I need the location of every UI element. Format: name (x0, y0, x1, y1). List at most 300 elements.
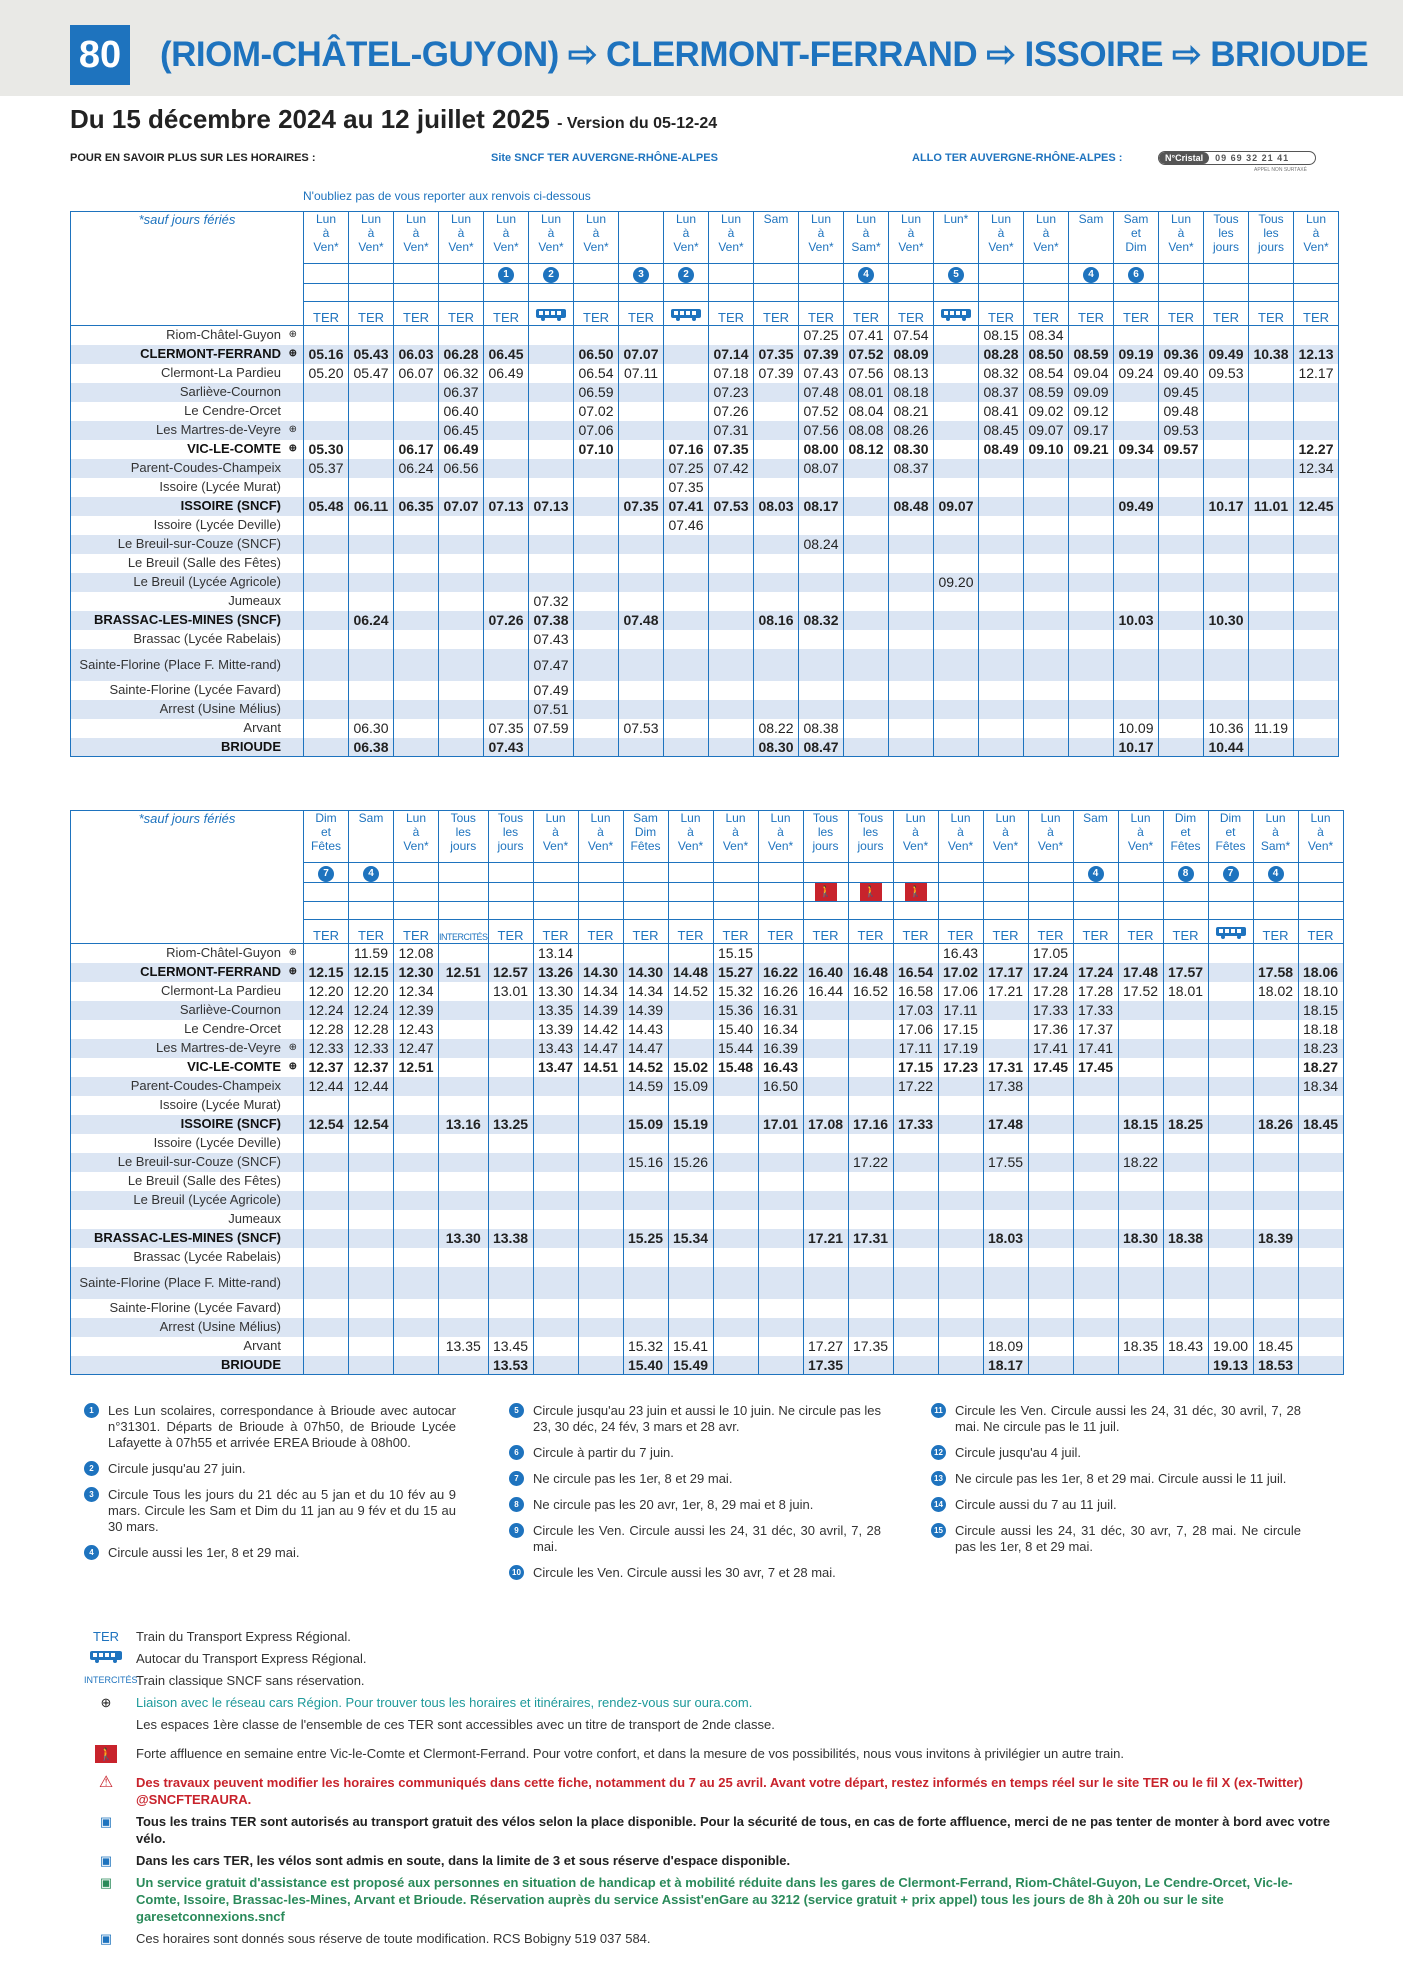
time-cell (439, 1058, 489, 1077)
time-cell (1073, 1337, 1118, 1356)
time-cell: 06.50 (574, 345, 619, 364)
days-cell: Lun à Ven* (574, 212, 619, 264)
time-cell (844, 592, 889, 611)
time-cell (488, 1039, 533, 1058)
time-cell (938, 1337, 983, 1356)
station-row (71, 944, 1344, 963)
time-cell (983, 1299, 1028, 1318)
spacer-cell (668, 902, 713, 920)
time-cell (394, 1248, 439, 1267)
time-cell (979, 554, 1024, 573)
time-cell (1028, 1337, 1073, 1356)
time-cell (803, 1299, 848, 1318)
time-cell: 06.45 (484, 345, 529, 364)
time-cell (1028, 1115, 1073, 1134)
time-cell (1163, 1210, 1208, 1229)
time-cell: 19.13 (1208, 1356, 1253, 1375)
time-cell (1069, 497, 1114, 516)
time-cell (1204, 459, 1249, 478)
bus-icon (1215, 926, 1247, 940)
time-cell: 08.37 (979, 383, 1024, 402)
footnote-text: Circule à partir du 7 juin. (533, 1445, 674, 1460)
time-cell: 13.14 (533, 944, 578, 963)
time-cell: 08.48 (889, 497, 934, 516)
bus-icon (535, 308, 567, 322)
ter-label: TER (718, 310, 744, 325)
time-cell: 12.33 (349, 1039, 394, 1058)
footnote-marker: 11 (931, 1403, 946, 1418)
footnote (931, 1445, 1301, 1461)
time-cell: 17.37 (1073, 1020, 1118, 1039)
time-cell: 07.31 (709, 421, 754, 440)
time-cell: 18.30 (1118, 1229, 1163, 1248)
time-cell: 07.06 (574, 421, 619, 440)
time-cell (1114, 573, 1159, 592)
note-cell (1114, 264, 1159, 284)
time-cell (844, 516, 889, 535)
station-name: Le Breuil-sur-Couze (SNCF) (71, 1153, 304, 1172)
time-cell (394, 1299, 439, 1318)
time-cell (889, 535, 934, 554)
time-cell: 17.45 (1073, 1058, 1118, 1077)
sauf-label: *sauf jours fériés (71, 212, 304, 326)
time-cell (754, 440, 799, 459)
spacer-cell (1294, 284, 1339, 302)
station-row (71, 1356, 1344, 1375)
time-cell: 14.34 (623, 982, 668, 1001)
note-cell (304, 863, 349, 883)
time-cell: 18.23 (1298, 1039, 1343, 1058)
time-cell (623, 1191, 668, 1210)
footnote-marker: 12 (931, 1445, 946, 1460)
time-cell (484, 592, 529, 611)
time-cell (1159, 478, 1204, 497)
time-cell (803, 1153, 848, 1172)
time-cell: 16.43 (938, 944, 983, 963)
time-cell: 16.44 (803, 982, 848, 1001)
time-cell: 08.50 (1024, 345, 1069, 364)
time-cell: 18.15 (1118, 1115, 1163, 1134)
time-cell (1249, 681, 1294, 700)
time-cell: 12.33 (304, 1039, 349, 1058)
time-cell (439, 681, 484, 700)
time-cell (844, 649, 889, 681)
time-cell: 17.24 (1073, 963, 1118, 982)
time-cell (758, 1299, 803, 1318)
time-cell (349, 516, 394, 535)
time-cell: 18.27 (1298, 1058, 1343, 1077)
time-cell (668, 1267, 713, 1299)
time-cell (488, 1096, 533, 1115)
time-cell (1114, 700, 1159, 719)
time-cell (713, 1318, 758, 1337)
spacer-cell (1114, 284, 1159, 302)
time-cell: 05.37 (304, 459, 349, 478)
time-cell: 16.34 (758, 1020, 803, 1039)
time-cell (394, 1210, 439, 1229)
time-cell (709, 700, 754, 719)
time-cell (1024, 535, 1069, 554)
time-cell: 12.17 (1294, 364, 1339, 383)
time-cell (848, 1318, 893, 1337)
sncf-site-link[interactable]: Site SNCF TER AUVERGNE-RHÔNE-ALPES (491, 152, 718, 164)
time-cell (1163, 1248, 1208, 1267)
time-cell: 12.08 (394, 944, 439, 963)
time-cell (304, 1229, 349, 1248)
time-cell (668, 1001, 713, 1020)
crowd-cell (1298, 883, 1343, 902)
time-cell (619, 478, 664, 497)
crowd-cell (893, 883, 938, 902)
info-icon: ▣ (99, 1931, 113, 1946)
footnote (84, 1487, 456, 1535)
bus-icon (940, 308, 972, 322)
days-cell: Lun à Ven* (979, 212, 1024, 264)
time-cell (1163, 1134, 1208, 1153)
time-cell: 09.49 (1114, 497, 1159, 516)
time-cell (709, 738, 754, 757)
time-cell (758, 1210, 803, 1229)
time-cell (349, 421, 394, 440)
time-cell (1114, 649, 1159, 681)
time-cell (394, 1318, 439, 1337)
days-cell: Tous les jours (1204, 212, 1249, 264)
time-cell (1159, 516, 1204, 535)
time-cell: 17.31 (983, 1058, 1028, 1077)
time-cell: 05.30 (304, 440, 349, 459)
time-cell (938, 1134, 983, 1153)
time-cell (1114, 459, 1159, 478)
time-cell (934, 516, 979, 535)
ter-label: TER (632, 928, 659, 943)
time-cell (1114, 478, 1159, 497)
time-cell: 08.17 (799, 497, 844, 516)
time-cell (574, 719, 619, 738)
crowd-cell (1118, 883, 1163, 902)
time-cell (1294, 326, 1339, 345)
time-cell (1118, 1020, 1163, 1039)
time-cell: 06.54 (574, 364, 619, 383)
station-name: Le Breuil (Salle des Fêtes) (71, 554, 304, 573)
crowd-cell (488, 883, 533, 902)
time-cell (578, 1115, 623, 1134)
ter-label: TER (1307, 928, 1334, 943)
time-cell (1253, 1210, 1298, 1229)
time-cell: 14.30 (623, 963, 668, 982)
time-cell: 07.53 (709, 497, 754, 516)
time-cell: 18.02 (1253, 982, 1298, 1001)
time-cell: 11.01 (1249, 497, 1294, 516)
time-cell (578, 1134, 623, 1153)
time-cell (619, 459, 664, 478)
time-cell: 14.34 (578, 982, 623, 1001)
time-cell (1208, 982, 1253, 1001)
time-cell (349, 459, 394, 478)
time-cell (1253, 1191, 1298, 1210)
crowd-cell (713, 883, 758, 902)
time-cell (934, 345, 979, 364)
mode-cell (803, 920, 848, 944)
crowd-cell (1163, 883, 1208, 902)
time-cell (623, 1267, 668, 1299)
days-cell: Dim et Fêtes (304, 811, 349, 863)
time-cell (439, 649, 484, 681)
time-cell: 07.25 (799, 326, 844, 345)
footnote-marker: 9 (509, 1523, 524, 1538)
time-cell (1253, 1267, 1298, 1299)
version-text: - Version du 05-12-24 (557, 115, 718, 132)
time-cell: 17.21 (983, 982, 1028, 1001)
time-cell (938, 1299, 983, 1318)
time-cell (664, 630, 709, 649)
time-cell: 15.40 (623, 1356, 668, 1375)
time-cell (304, 516, 349, 535)
time-cell (394, 700, 439, 719)
time-cell: 07.59 (529, 719, 574, 738)
footnote-marker: 3 (84, 1487, 99, 1502)
time-cell (578, 1318, 623, 1337)
time-cell (349, 1356, 394, 1375)
time-cell (1159, 554, 1204, 573)
time-cell: 14.39 (623, 1001, 668, 1020)
time-cell (1253, 1001, 1298, 1020)
time-cell (484, 535, 529, 554)
mode-cell (1114, 302, 1159, 326)
days-cell: Lun à Ven* (1159, 212, 1204, 264)
time-cell (938, 1191, 983, 1210)
time-cell (979, 535, 1024, 554)
time-cell (1024, 681, 1069, 700)
time-cell (893, 1172, 938, 1191)
time-cell: 18.43 (1163, 1337, 1208, 1356)
time-cell (754, 649, 799, 681)
time-cell: 08.03 (754, 497, 799, 516)
mode-cell (1024, 302, 1069, 326)
notes-reminder: N'oubliez pas de vous reporter aux renvois ci-dessous (303, 189, 591, 203)
time-cell (1298, 944, 1343, 963)
sauf-label: *sauf jours fériés (71, 811, 304, 944)
time-cell (889, 700, 934, 719)
time-cell (349, 402, 394, 421)
time-cell: 07.56 (844, 364, 889, 383)
ter-label: TER (988, 310, 1014, 325)
time-cell (758, 1172, 803, 1191)
note-cell (349, 863, 394, 883)
time-cell (713, 1096, 758, 1115)
time-cell: 12.54 (304, 1115, 349, 1134)
time-cell (1249, 630, 1294, 649)
time-cell: 13.47 (533, 1058, 578, 1077)
mode-cell (1204, 302, 1249, 326)
time-cell (484, 326, 529, 345)
time-cell: 06.38 (349, 738, 394, 757)
time-cell (754, 630, 799, 649)
time-cell (934, 611, 979, 630)
days-cell: Lun à Ven* (1298, 811, 1343, 863)
station-name: Le Cendre-Orcet (71, 402, 304, 421)
time-cell (938, 1229, 983, 1248)
time-cell (533, 1356, 578, 1375)
time-cell (349, 1134, 394, 1153)
station-name: VIC-LE-COMTE ⊕ (71, 1058, 304, 1077)
note-marker: 2 (678, 267, 694, 283)
days-cell: Lun à Ven* (394, 212, 439, 264)
time-cell (713, 1153, 758, 1172)
time-cell (668, 944, 713, 963)
spacer-cell (664, 284, 709, 302)
time-cell (1204, 649, 1249, 681)
time-cell: 08.49 (979, 440, 1024, 459)
time-cell (619, 681, 664, 700)
mode-cell (304, 302, 349, 326)
time-cell (983, 1267, 1028, 1299)
time-cell (848, 1020, 893, 1039)
time-cell (529, 326, 574, 345)
time-cell (979, 681, 1024, 700)
time-cell (758, 1153, 803, 1172)
note-cell (844, 264, 889, 284)
time-cell: 06.35 (394, 497, 439, 516)
time-cell (1073, 1153, 1118, 1172)
time-cell (349, 440, 394, 459)
time-cell (488, 1134, 533, 1153)
time-cell (304, 1299, 349, 1318)
mode-cell (1249, 302, 1294, 326)
time-cell: 12.13 (1294, 345, 1339, 364)
time-cell (394, 611, 439, 630)
time-cell: 17.24 (1028, 963, 1073, 982)
time-cell: 17.11 (938, 1001, 983, 1020)
time-cell (488, 1172, 533, 1191)
time-cell (1069, 700, 1114, 719)
time-cell (1118, 1356, 1163, 1375)
station-name: Issoire (Lycée Deville) (71, 516, 304, 535)
time-cell (1253, 1153, 1298, 1172)
note-cell (349, 264, 394, 284)
time-cell (844, 478, 889, 497)
time-cell (709, 478, 754, 497)
mode-cell (1253, 920, 1298, 944)
time-cell: 07.35 (709, 440, 754, 459)
mode-cell (668, 920, 713, 944)
days-cell: Tous les jours (848, 811, 893, 863)
time-cell (934, 383, 979, 402)
mode-cell (619, 302, 664, 326)
time-cell: 17.17 (983, 963, 1028, 982)
time-cell (1208, 1134, 1253, 1153)
time-cell (394, 516, 439, 535)
station-row (71, 649, 1339, 681)
time-cell (713, 1134, 758, 1153)
footnote (509, 1471, 881, 1487)
time-cell: 07.25 (664, 459, 709, 478)
info-label: POUR EN SAVOIR PLUS SUR LES HORAIRES : (70, 152, 316, 164)
time-cell (574, 681, 619, 700)
time-cell: 08.32 (799, 611, 844, 630)
time-cell (848, 1248, 893, 1267)
time-cell (1073, 1267, 1118, 1299)
time-cell (574, 478, 619, 497)
time-cell: 13.43 (533, 1039, 578, 1058)
time-cell: 12.30 (394, 963, 439, 982)
time-cell (1294, 592, 1339, 611)
time-cell: 10.17 (1204, 497, 1249, 516)
liaison-icon: ⊕ (288, 947, 297, 958)
time-cell (754, 459, 799, 478)
time-cell (1159, 326, 1204, 345)
legend-disclaimer: ▣ Ces horaires sont donnés sous réserve de toute modification. RCS Bobigny 519 037 584. (84, 1930, 1334, 1947)
time-cell (803, 1058, 848, 1077)
time-cell (488, 1191, 533, 1210)
time-cell (844, 554, 889, 573)
note-cell (1294, 264, 1339, 284)
station-row (71, 364, 1339, 383)
time-cell: 11.59 (349, 944, 394, 963)
time-cell (1069, 326, 1114, 345)
time-cell: 18.10 (1298, 982, 1343, 1001)
time-cell: 06.11 (349, 497, 394, 516)
note-cell (578, 863, 623, 883)
ter-label: TER (1127, 928, 1154, 943)
time-cell (304, 592, 349, 611)
time-cell (394, 681, 439, 700)
time-cell (1028, 1318, 1073, 1337)
note-cell (758, 863, 803, 883)
mode-cell (889, 302, 934, 326)
spacer-cell (578, 902, 623, 920)
time-cell (758, 1356, 803, 1375)
spacer-cell (1024, 284, 1069, 302)
time-cell (304, 630, 349, 649)
spacer-cell (1028, 902, 1073, 920)
time-cell: 14.59 (623, 1077, 668, 1096)
ter-icon: TER (93, 1629, 119, 1644)
time-cell: 12.43 (394, 1020, 439, 1039)
time-cell: 07.02 (574, 402, 619, 421)
note-cell (848, 863, 893, 883)
time-cell (1208, 1248, 1253, 1267)
footnote-marker: 15 (931, 1523, 946, 1538)
crowd-cell (938, 883, 983, 902)
time-cell (889, 719, 934, 738)
time-cell (1118, 1172, 1163, 1191)
days-row (71, 212, 1339, 264)
crowd-cell (578, 883, 623, 902)
time-cell (1069, 535, 1114, 554)
time-cell (1028, 1356, 1073, 1375)
time-cell (889, 516, 934, 535)
time-cell: 17.22 (848, 1153, 893, 1172)
time-cell (844, 738, 889, 757)
time-cell (1204, 421, 1249, 440)
time-cell (439, 1134, 489, 1153)
spacer-cell (1159, 284, 1204, 302)
time-cell (938, 1096, 983, 1115)
time-cell: 12.15 (304, 963, 349, 982)
note-cell (394, 863, 439, 883)
time-cell (1204, 535, 1249, 554)
note-cell (1024, 264, 1069, 284)
time-cell (1204, 326, 1249, 345)
time-cell (1028, 1210, 1073, 1229)
liaison-icon: ⊕ (288, 423, 297, 435)
time-cell (1073, 1210, 1118, 1229)
spacer-cell (754, 284, 799, 302)
time-cell (1163, 1001, 1208, 1020)
time-cell (304, 1337, 349, 1356)
time-cell: 09.24 (1114, 364, 1159, 383)
ter-label: TER (1082, 928, 1109, 943)
